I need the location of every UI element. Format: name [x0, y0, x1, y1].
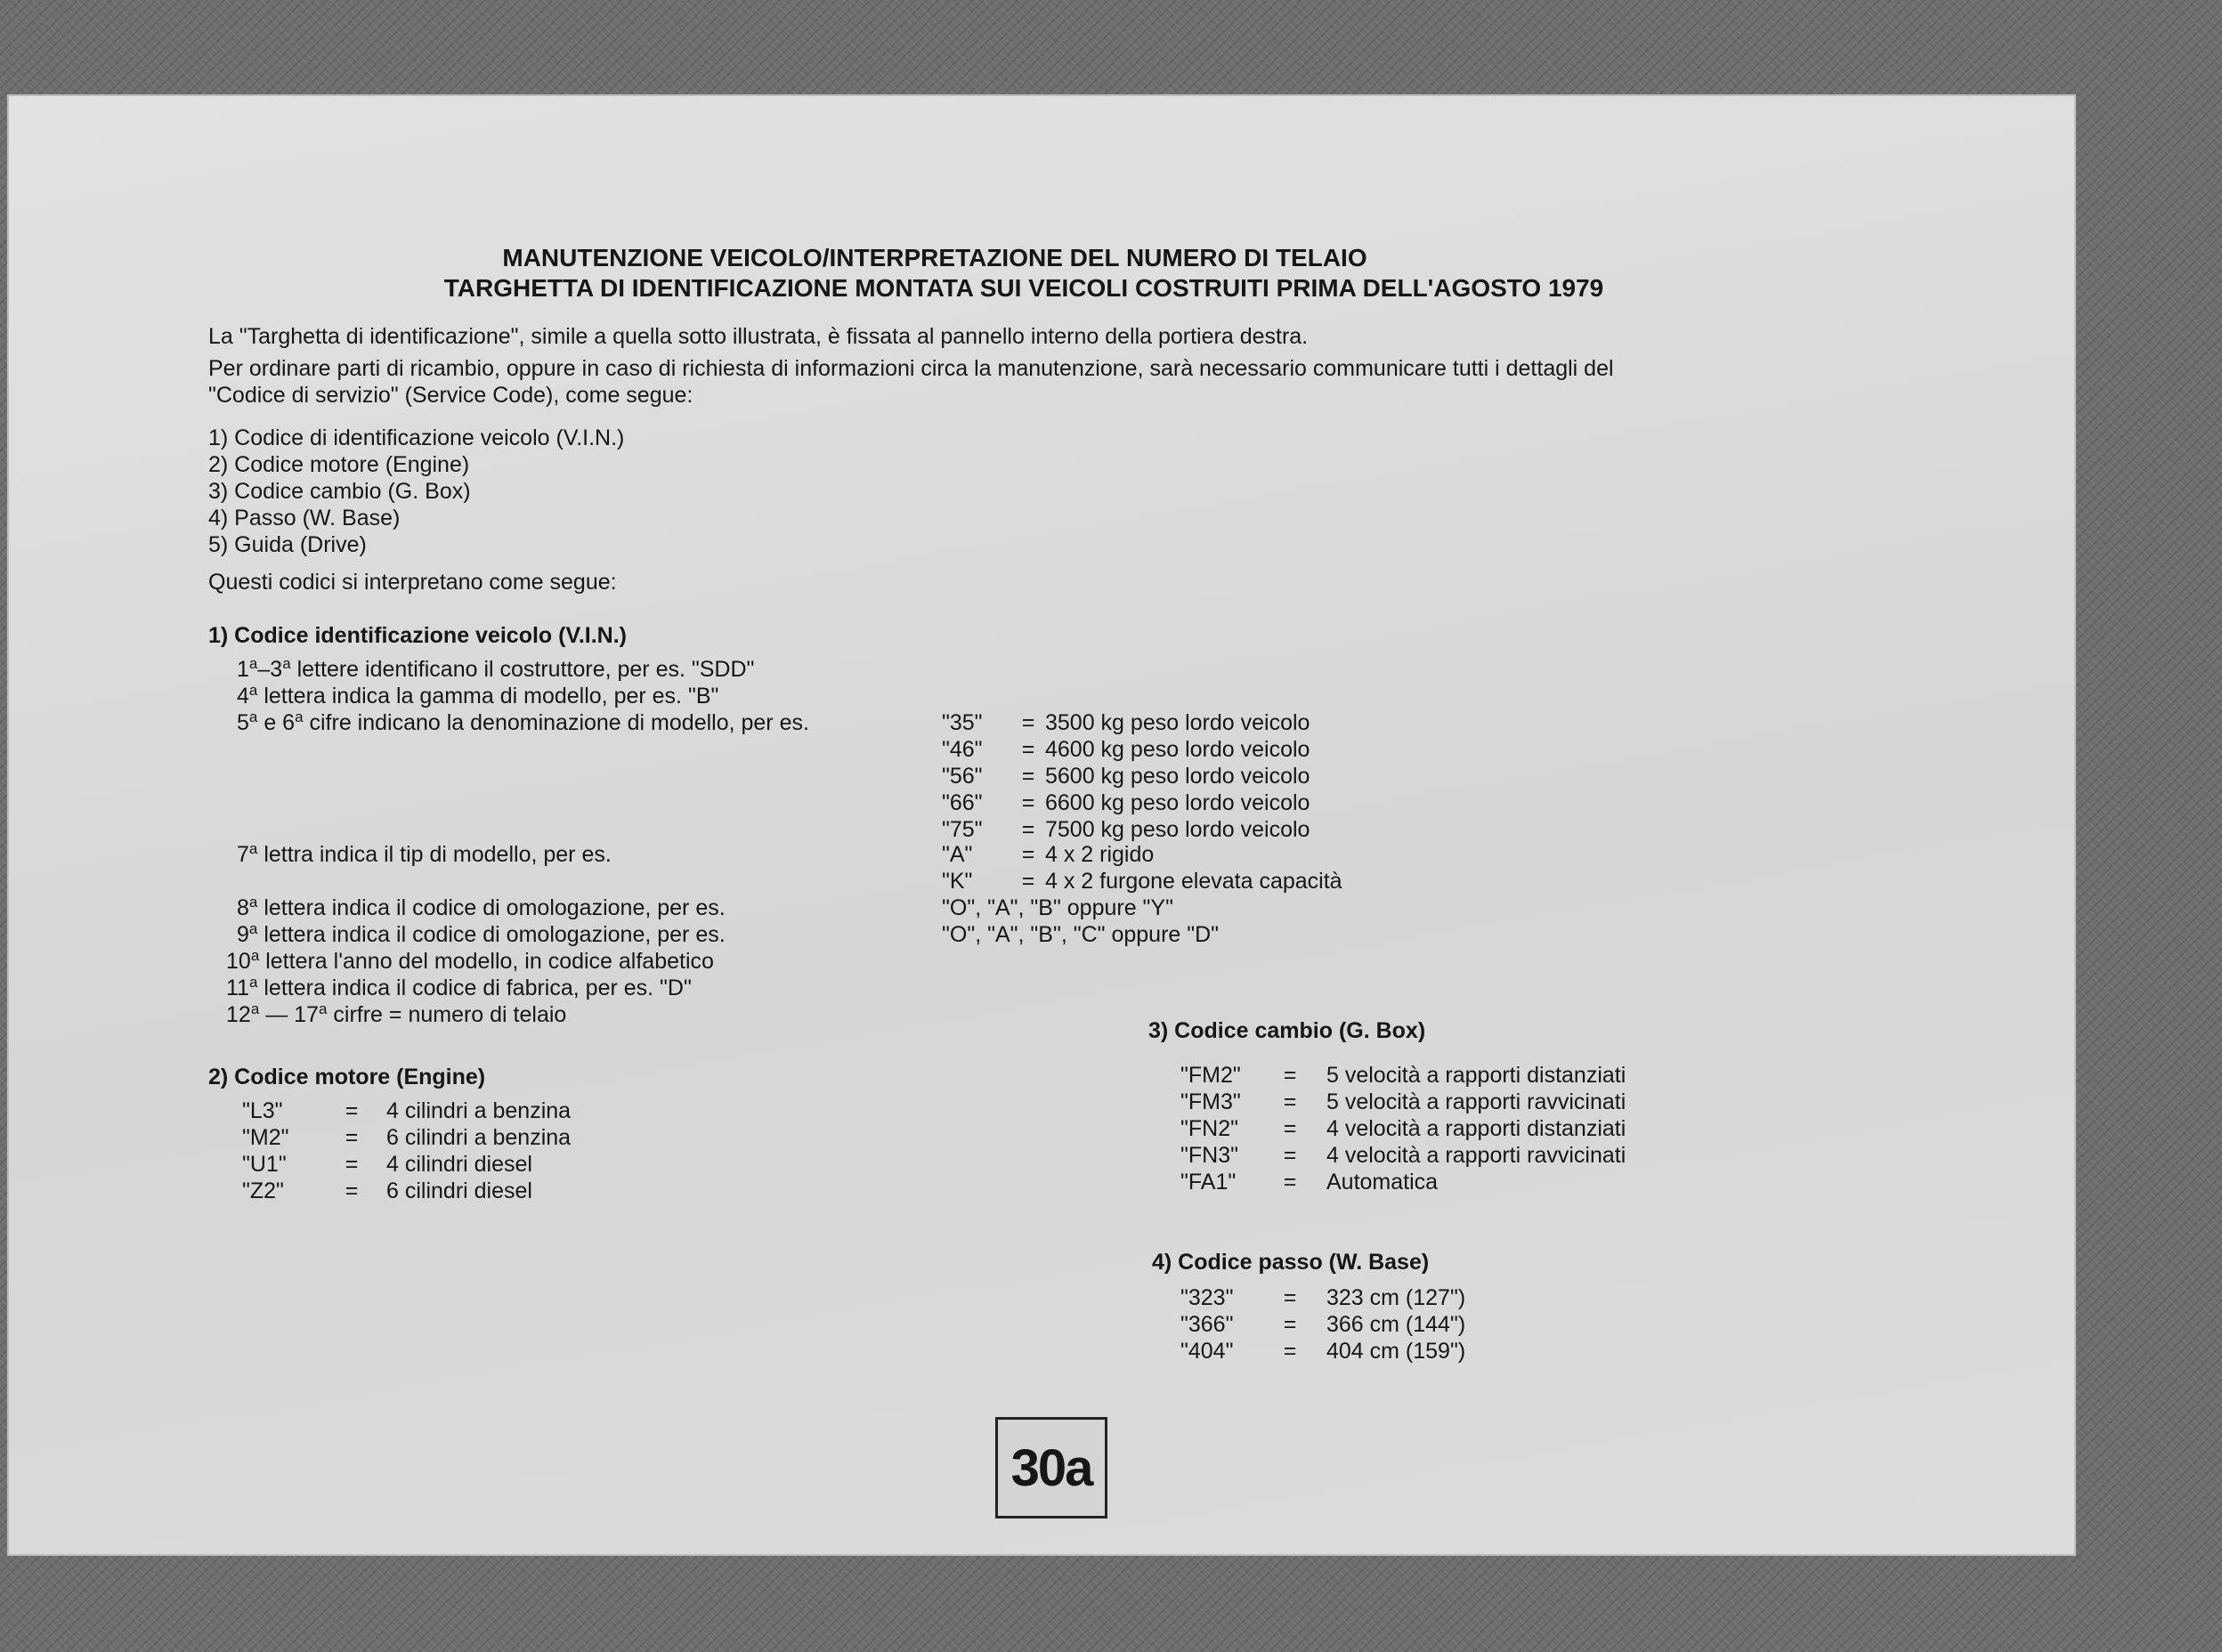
type-desc: 4 x 2 furgone elevata capacità — [1045, 869, 1342, 894]
vin-row-10: 10$^a$ lettera l'anno del modello, in codice alfabetico — [226, 947, 714, 974]
gearbox-code: "FM3" — [1180, 1089, 1241, 1114]
wheelbase-section-heading: 4) Codice passo (W. Base) — [1152, 1250, 1430, 1275]
weight-desc: 7500 kg peso lordo veicolo — [1045, 817, 1310, 842]
code-list-item: 3) Codice cambio (G. Box) — [208, 479, 471, 504]
code-list-item: 1) Codice di identificazione veicolo (V.I.N.) — [208, 425, 625, 450]
wheelbase-code: "366" — [1180, 1312, 1234, 1337]
weight-code: "66" — [942, 790, 983, 815]
gearbox-code: "FA1" — [1180, 1170, 1237, 1194]
gearbox-desc: 5 velocità a rapporti distanziati — [1326, 1063, 1626, 1088]
engine-equals: = — [345, 1152, 359, 1177]
engine-desc: 4 cilindri diesel — [386, 1152, 532, 1177]
type-desc: 4 x 2 rigido — [1045, 842, 1155, 867]
engine-desc: 6 cilindri a benzina — [386, 1125, 572, 1150]
wheelbase-desc: 366 cm (144") — [1326, 1312, 1466, 1337]
wheelbase-equals: = — [1283, 1339, 1297, 1364]
homologation-codes-9: "O", "A", "B", "C" oppure "D" — [942, 922, 1220, 947]
wheelbase-code: "323" — [1180, 1285, 1234, 1310]
vin-row-5-6: 5$^a$ e 6$^a$ cifre indicano la denominazione di modello, per es. — [237, 709, 809, 735]
engine-desc: 6 cilindri diesel — [386, 1178, 532, 1203]
engine-code: "L3" — [242, 1098, 283, 1123]
vin-row-1-3: 1$^a$–3$^a$ lettere identificano il costruttore, per es. "SDD" — [237, 655, 755, 682]
vin-row-7: 7$^a$ lettra indica il tip di modello, per es. — [237, 840, 612, 867]
gearbox-equals: = — [1283, 1089, 1297, 1114]
gearbox-section-heading: 3) Codice cambio (G. Box) — [1148, 1018, 1426, 1043]
engine-code: "U1" — [242, 1152, 287, 1177]
engine-equals: = — [345, 1178, 359, 1203]
wheelbase-equals: = — [1283, 1312, 1297, 1337]
type-code: "K" — [942, 869, 973, 894]
weight-desc: 4600 kg peso lordo veicolo — [1045, 737, 1310, 762]
weight-code: "75" — [942, 817, 983, 842]
gearbox-desc: Automatica — [1326, 1170, 1439, 1194]
weight-code: "46" — [942, 737, 983, 762]
weight-desc: 3500 kg peso lordo veicolo — [1045, 710, 1310, 735]
vin-row-4: 4$^a$ lettera indica la gamma di modello, per es. "B" — [237, 682, 719, 709]
gearbox-code: "FM2" — [1180, 1063, 1241, 1088]
homologation-codes-8: "O", "A", "B" oppure "Y" — [942, 895, 1173, 920]
weight-equals: = — [1021, 817, 1035, 842]
engine-section-heading: 2) Codice motore (Engine) — [208, 1065, 486, 1089]
document-sheet — [9, 96, 2074, 1554]
engine-code: "Z2" — [242, 1178, 284, 1203]
wheelbase-desc: 404 cm (159") — [1326, 1339, 1466, 1364]
vin-row-8: 8$^a$ lettera indica il codice di omologazione, per es. — [237, 894, 726, 920]
page-number-badge: 30a — [995, 1417, 1107, 1518]
gearbox-desc: 5 velocità a rapporti ravvicinati — [1326, 1089, 1626, 1114]
weight-equals: = — [1021, 764, 1035, 789]
type-code: "A" — [942, 842, 973, 867]
engine-code: "M2" — [242, 1125, 289, 1150]
weight-code: "56" — [942, 764, 983, 789]
vin-row-9: 9$^a$ lettera indica il codice di omologazione, per es. — [237, 920, 726, 947]
document-title: MANUTENZIONE VEICOLO/INTERPRETAZIONE DEL NUMERO DI TELAIO — [502, 244, 1367, 271]
type-equals: = — [1021, 869, 1035, 894]
engine-desc: 4 cilindri a benzina — [386, 1098, 572, 1123]
intro-paragraph-2-line-2: "Codice di servizio" (Service Code), come segue: — [208, 383, 693, 408]
gearbox-equals: = — [1283, 1143, 1297, 1168]
weight-desc: 6600 kg peso lordo veicolo — [1045, 790, 1310, 815]
wheelbase-desc: 323 cm (127") — [1326, 1285, 1466, 1310]
gearbox-equals: = — [1283, 1116, 1297, 1141]
engine-equals: = — [345, 1125, 359, 1150]
intro-paragraph-1: La "Targhetta di identificazione", simile a quella sotto illustrata, è fissata al pannello interno della portiera destra. — [208, 324, 1309, 349]
gearbox-code: "FN2" — [1180, 1116, 1238, 1141]
interpretation-intro: Questi codici si interpretano come segue: — [208, 570, 617, 595]
vin-section-heading: 1) Codice identificazione veicolo (V.I.N.) — [208, 623, 628, 648]
engine-equals: = — [345, 1098, 359, 1123]
wheelbase-equals: = — [1283, 1285, 1297, 1310]
wheelbase-code: "404" — [1180, 1339, 1234, 1364]
weight-desc: 5600 kg peso lordo veicolo — [1045, 764, 1310, 789]
code-list-item: 2) Codice motore (Engine) — [208, 452, 470, 477]
weight-equals: = — [1021, 790, 1035, 815]
code-list-item: 5) Guida (Drive) — [208, 532, 367, 557]
code-list-item: 4) Passo (W. Base) — [208, 506, 401, 530]
gearbox-code: "FN3" — [1180, 1143, 1238, 1168]
weight-equals: = — [1021, 737, 1035, 762]
intro-paragraph-2-line-1: Per ordinare parti di ricambio, oppure in caso di richiesta di informazioni circa la manutenzione, sarà necessario communicare tutti i dettagli del — [208, 356, 1614, 381]
vin-row-12-17: 12$^a$ — 17$^a$ cirfre = numero di telaio — [226, 1000, 567, 1027]
gearbox-equals: = — [1283, 1063, 1297, 1088]
vin-row-11: 11$^a$ lettera indica il codice di fabrica, per es. "D" — [226, 974, 692, 1000]
weight-code: "35" — [942, 710, 983, 735]
gearbox-desc: 4 velocità a rapporti distanziati — [1326, 1116, 1626, 1141]
gearbox-equals: = — [1283, 1170, 1297, 1194]
gearbox-desc: 4 velocità a rapporti ravvicinati — [1326, 1143, 1626, 1168]
weight-equals: = — [1021, 710, 1035, 735]
document-subtitle: TARGHETTA DI IDENTIFICAZIONE MONTATA SUI VEICOLI COSTRUITI PRIMA DELL'AGOSTO 1979 — [443, 274, 1604, 302]
type-equals: = — [1021, 842, 1035, 867]
